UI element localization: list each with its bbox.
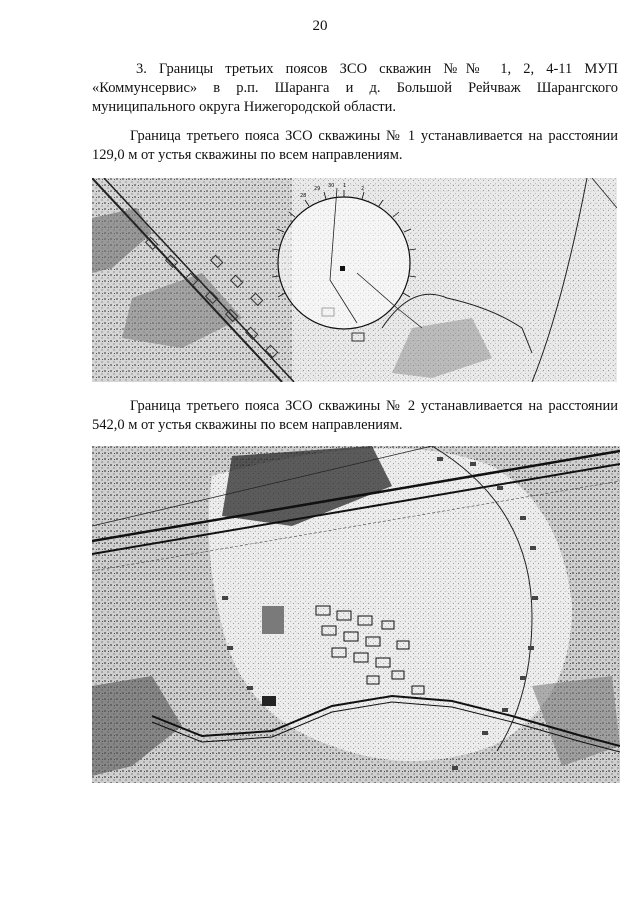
map-label: 28 xyxy=(300,193,307,199)
well-1-line: Граница третьего пояса ЗСО скважины № 1 устанавливается на расстоянии xyxy=(130,128,618,144)
well-1-zone-map xyxy=(92,178,617,382)
well-1-paragraph xyxy=(92,127,618,165)
page-number: 20 xyxy=(312,18,328,34)
section-heading-line: 3. Границы третьих поясов ЗСО скважин №№ 1, 2, 4-11 МУП xyxy=(136,61,618,77)
well-2-line: Граница третьего пояса ЗСО скважины № 2 устанавливается на расстоянии xyxy=(130,398,618,414)
well-2-zone-map xyxy=(92,446,620,783)
well-2-line: 542,0 м от устья скважины по всем направлениям. xyxy=(92,417,403,433)
section-heading-line: муниципального округа Нижегородской области. xyxy=(92,99,396,115)
well-2-paragraph xyxy=(92,397,618,435)
map-label: 29 xyxy=(314,186,321,192)
map-label: 1 xyxy=(343,183,347,189)
section-heading-paragraph xyxy=(92,60,618,117)
section-heading-line: «Коммунсервис» в р.п. Шаранга и д. Большой Рейчваж Шарангского xyxy=(92,80,618,96)
well-1-line: 129,0 м от устья скважины по всем направлениям. xyxy=(92,147,403,163)
map-label: 30 xyxy=(328,183,335,189)
map-label: 2 xyxy=(361,186,365,192)
